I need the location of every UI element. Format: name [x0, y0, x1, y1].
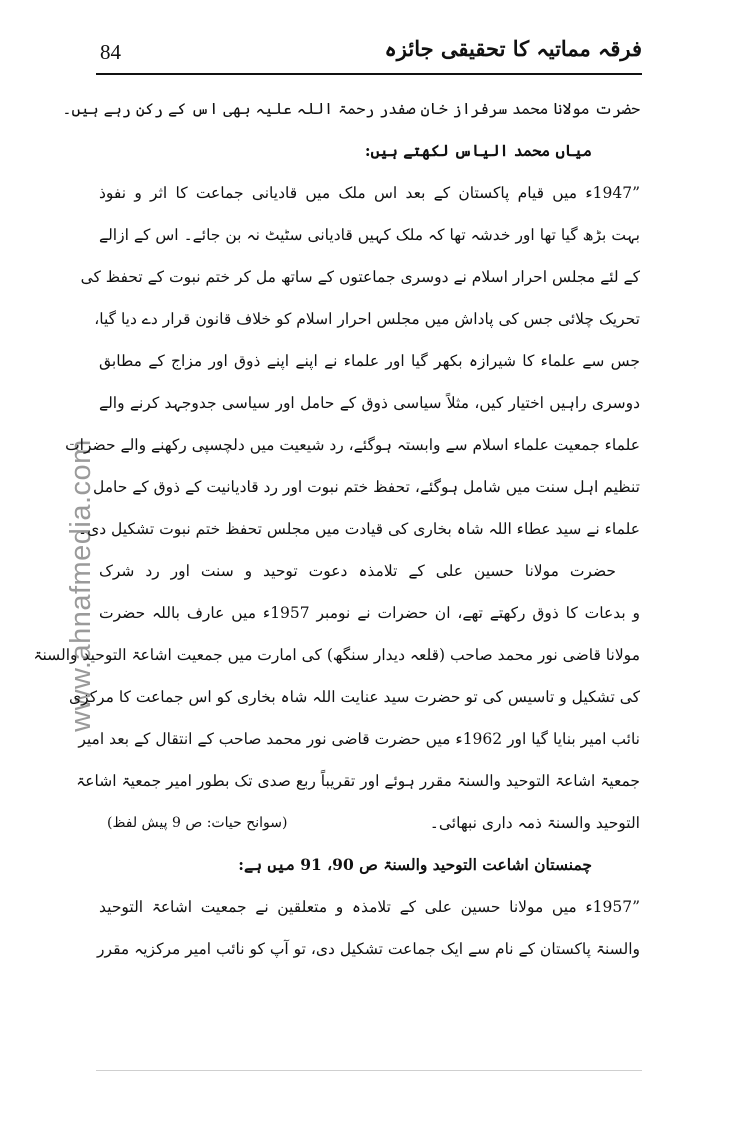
header-rule	[96, 73, 642, 75]
text-line: والسنۃ پاکستان کے نام سے ایک جماعت تشکیل دی، تو آپ کو نائب امیر مرکزیہ مقرر	[97, 940, 640, 958]
page-number: 84	[100, 40, 121, 64]
text-line: مولانا قاضی نور محمد صاحب (قلعہ دیدار سنگھ) کی امارت میں جمعیت اشاعۃ التوحید والسنۃ	[33, 646, 640, 664]
text-line: ”1957ء میں مولانا حسین علی کے تلامذہ و متعلقین نے جمعیت اشاعۃ التوحید	[99, 898, 640, 916]
running-title: فرقہ مماتیہ کا تحقیقی جائزہ	[384, 36, 642, 61]
text-line: جس سے علماء کا شیرازہ بکھر گیا اور علماء نے اپنے اپنے ذوق اور مزاج کے مطابق	[99, 352, 640, 370]
quote-intro: میاں محمد الیاس لکھتے ہیں:	[364, 141, 592, 160]
text-line: حضرت مولانا حسین علی کے تلامذہ دعوت توحید و سنت اور رد شرک	[99, 562, 616, 580]
text-line: کے لئے مجلس احرار اسلام نے دوسری جماعتوں کے ساتھ مل کر ختم نبوت کے تحفظ کی	[80, 268, 640, 286]
footer-rule	[96, 1070, 642, 1071]
source-citation: (سوانح حیات: ص 9 پیش لفظ)	[107, 815, 288, 831]
quote-intro: چمنستان اشاعت التوحید والسنۃ ص 90، 91 میں ہے:	[238, 855, 592, 874]
text-line: تحریک چلائی جس کی پاداش میں مجلس احرار اسلام کو خلاف قانون قرار دے دیا گیا،	[94, 310, 640, 328]
text-line: علماء نے سید عطاء اللہ شاہ بخاری کی قیادت میں مجلس تحفظ ختم نبوت تشکیل دی۔	[78, 520, 640, 538]
text-line: کی تشکیل و تاسیس کی تو حضرت سید عنایت اللہ شاہ بخاری کو اس جماعت کا مرکزی	[68, 688, 640, 706]
page-header	[96, 36, 642, 72]
text-line: ”1947ء میں قیام پاکستان کے بعد اس ملک میں قادیانی جماعت کا اثر و نفوذ	[99, 184, 640, 202]
text-line: تنظیم اہل سنت میں شامل ہوگئے، تحفظ ختم نبوت اور رد قادیانیت کے ذوق کے حامل	[92, 478, 640, 496]
text-line: حضرت مولانا محمد سرفراز خان صفدر رحمۃ اللہ علیہ بھی اس کے رکن رہے ہیں۔	[62, 100, 640, 118]
text-line-end: التوحید والسنۃ ذمہ داری نبھائی۔	[429, 814, 640, 832]
text-line: جمعیۃ اشاعۃ التوحید والسنۃ مقرر ہوئے اور تقریباً ربع صدی تک بطور امیر جمعیۃ اشاعۃ	[76, 772, 640, 790]
text-line: و بدعات کا ذوق رکھتے تھے، ان حضرات نے نومبر 1957ء میں عارف باللہ حضرت	[99, 604, 640, 622]
text-line-with-source	[99, 802, 640, 844]
text-line: بہت بڑھ گیا تھا اور خدشہ تھا کہ ملک کہیں قادیانی سٹیٹ نہ بن جائے۔ اس کے ازالے	[99, 226, 640, 244]
text-line: نائب امیر بنایا گیا اور 1962ء میں حضرت قاضی نور محمد صاحب کے انتقال کے بعد امیر	[78, 730, 640, 748]
text-line: علماء جمعیت علماء اسلام سے وابستہ ہوگئے، رد شیعیت میں دلچسپی رکھنے والے حضرات	[65, 436, 640, 454]
text-line: دوسری راہیں اختیار کیں، مثلاً سیاسی ذوق کے حامل اور سیاسی جدوجہد کرنے والے	[99, 394, 640, 412]
watermark-text: www.ahnafmedia.com	[64, 438, 97, 732]
